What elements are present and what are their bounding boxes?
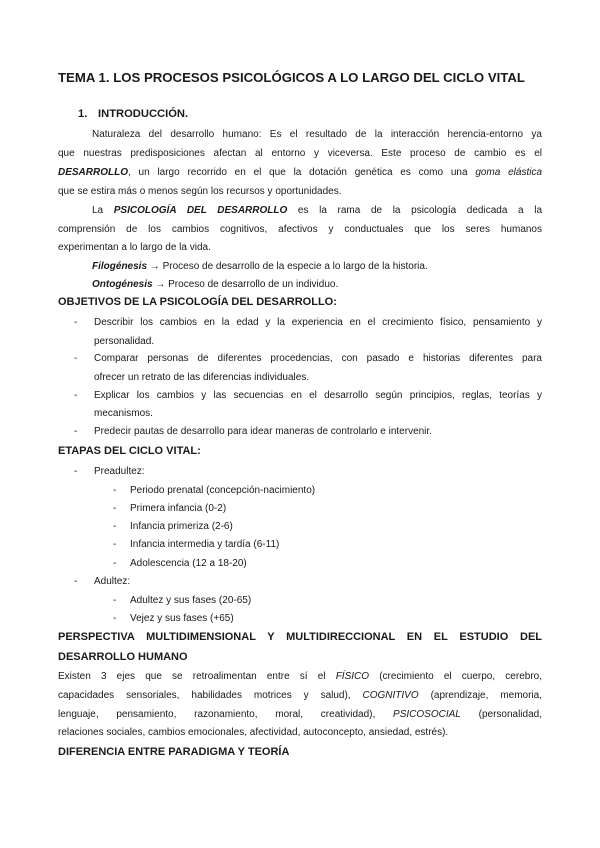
perspectiva-line: relaciones sociales, cambios emocionales, afectividad, autoconcepto, ansiedad, estrés). <box>58 727 449 738</box>
term-fisico: FÍSICO <box>335 671 370 682</box>
perspectiva-line <box>58 709 542 721</box>
intro-paragraph-line: Naturaleza del desarrollo humano: Es el resultado de la interacción herencia-entorno ya <box>92 129 542 140</box>
bullet-dash: - <box>113 613 117 624</box>
term-ontogenesis: Ontogénesis <box>92 279 153 290</box>
heading-perspectiva-cont: DESARROLLO HUMANO <box>58 651 188 663</box>
bullet-dash: - <box>74 390 78 401</box>
bullet-dash: - <box>113 539 117 550</box>
etapa-group-label: Adultez: <box>94 576 131 587</box>
term-psicosocial: PSICOSOCIAL <box>393 709 461 720</box>
objetivo-line: Describir los cambios en la edad y la experiencia en el crecimiento físico, pensamiento y <box>94 317 542 328</box>
objetivo-line: personalidad. <box>94 336 155 347</box>
heading-perspectiva: PERSPECTIVA MULTIDIMENSIONAL Y MULTIDIRECCIONAL EN EL ESTUDIO DEL <box>58 631 542 643</box>
section-title: INTRODUCCIÓN. <box>98 108 189 120</box>
bullet-dash: - <box>113 503 117 514</box>
etapa-item: Primera infancia (0-2) <box>130 503 227 514</box>
etapa-item: Vejez y sus fases (+65) <box>130 613 234 624</box>
objetivo-line: Explicar los cambios y las secuencias en el desarrollo según principios, reglas, teorías y <box>94 390 542 401</box>
objetivo-line: Comparar personas de diferentes procedencias, con pasado e historias diferentes para <box>94 353 542 364</box>
intro-paragraph-line: que nuestras predisposiciones afectan al entorno y viceversa. Este proceso de cambio es el <box>58 148 542 159</box>
definition-ontogenesis <box>92 279 338 291</box>
bullet-dash: - <box>113 595 117 606</box>
etapa-group-label: Preadultez: <box>94 466 145 477</box>
text-span: → Proceso de desarrollo de la especie a lo largo de la historia. <box>147 261 428 272</box>
term-cognitivo: COGNITIVO <box>362 690 419 701</box>
perspectiva-line <box>58 690 542 702</box>
text-span: La <box>92 205 104 216</box>
text-span: Existen 3 ejes que se retroalimentan entre sí el <box>58 671 336 682</box>
term-desarrollo: DESARROLLO <box>58 167 128 178</box>
text-span: (aprendizaje, memoria, <box>418 690 542 701</box>
bullet-dash: - <box>74 426 78 437</box>
heading-objetivos: OBJETIVOS DE LA PSICOLOGÍA DEL DESARROLLO: <box>58 296 337 308</box>
intro-paragraph-line: que se estira más o menos según los recursos y oportunidades. <box>58 186 342 197</box>
perspectiva-line <box>58 671 542 683</box>
etapa-item: Infancia primeriza (2-6) <box>130 521 233 532</box>
bullet-dash: - <box>113 485 117 496</box>
bullet-dash: - <box>113 521 117 532</box>
text-span: (personalidad, <box>460 709 542 720</box>
section-heading-introduccion <box>78 108 188 120</box>
bullet-dash: - <box>74 317 78 328</box>
etapa-item: Adultez y sus fases (20-65) <box>130 595 252 606</box>
etapa-item: Infancia intermedia y tardía (6-11) <box>130 539 280 550</box>
section-number: 1. <box>78 108 88 120</box>
intro-paragraph-line <box>92 205 542 217</box>
page-title: TEMA 1. LOS PROCESOS PSICOLÓGICOS A LO LARGO DEL CICLO VITAL <box>58 70 525 85</box>
bullet-dash: - <box>74 576 78 587</box>
etapa-item: Periodo prenatal (concepción-nacimiento) <box>130 485 316 496</box>
objetivo-line: ofrecer un retrato de las diferencias individuales. <box>94 372 310 383</box>
bullet-dash: - <box>74 466 78 477</box>
term-goma-elastica: goma elástica <box>475 167 543 178</box>
text-span: (crecimiento el cuerpo, cerebro, <box>369 671 542 682</box>
bullet-dash: - <box>74 353 78 364</box>
text-span: , un largo recorrido en el que la dotación genética es como una <box>128 167 476 178</box>
objetivo-line: mecanismos. <box>94 408 153 419</box>
objetivo-line: Predecir pautas de desarrollo para idear maneras de controlarlo e intervenir. <box>94 426 432 437</box>
text-span: es la rama de la psicología dedicada a la <box>297 205 543 216</box>
etapa-item: Adolescencia (12 a 18-20) <box>130 558 247 569</box>
text-span: lenguaje, pensamiento, razonamiento, moral, creatividad), <box>58 709 394 720</box>
heading-diferencia: DIFERENCIA ENTRE PARADIGMA Y TEORÍA <box>58 746 290 758</box>
intro-paragraph-line <box>58 167 542 179</box>
text-span: → Proceso de desarrollo de un individuo. <box>152 279 339 290</box>
text-span: capacidades sensoriales, habilidades motrices y salud), <box>58 690 363 701</box>
term-psicologia-desarrollo: PSICOLOGÍA DEL DESARROLLO <box>113 205 288 216</box>
intro-paragraph-line: comprensión de los cambios cognitivos, afectivos y conductuales que los seres humanos <box>58 224 542 235</box>
term-filogenesis: Filogénesis <box>92 261 148 272</box>
heading-etapas: ETAPAS DEL CICLO VITAL: <box>58 445 201 457</box>
intro-paragraph-line: experimentan a lo largo de la vida. <box>58 242 211 253</box>
definition-filogenesis <box>92 261 428 273</box>
bullet-dash: - <box>113 558 117 569</box>
